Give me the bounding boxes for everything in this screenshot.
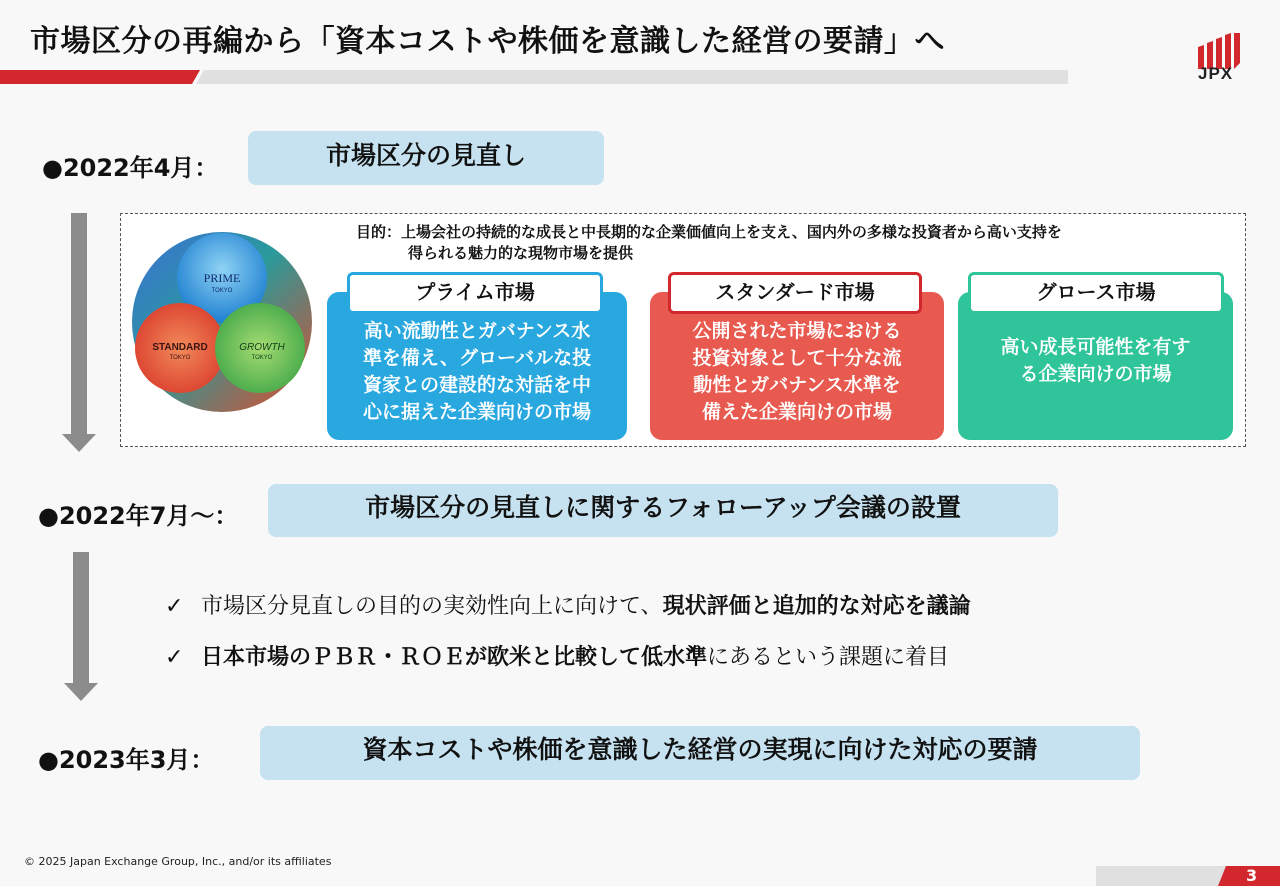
growth-sublabel: TOKYO	[251, 355, 273, 361]
purpose-line-2: 得られる魅力的な現物市場を提供	[408, 244, 634, 262]
copyright-text: © 2025 Japan Exchange Group, Inc., and/or its affiliates	[24, 855, 332, 868]
logo-text: JPX	[1198, 64, 1234, 83]
page-number-bar	[1096, 866, 1226, 886]
checkmark-icon: ✓	[165, 594, 184, 619]
prime-market-card	[327, 292, 627, 440]
timeline-arrow-1	[62, 213, 96, 453]
prime-sublabel: TOKYO	[211, 288, 233, 294]
timeline-arrow-2	[64, 552, 98, 704]
standard-desc-line-4: 備えた企業向けの市場	[701, 401, 892, 423]
market-circles-graphic	[128, 226, 316, 418]
title-underline	[196, 70, 1068, 84]
followup-point-2	[165, 640, 949, 671]
prime-desc-line-3: 資家との建設的な対話を中	[362, 374, 591, 396]
page-number: 3	[1246, 866, 1258, 885]
milestone-heading-2: 市場区分の見直しに関するフォローアップ会議の設置	[268, 484, 1058, 537]
prime-desc-line-4: 心に据えた企業向けの市場	[362, 401, 591, 423]
followup-point-1-bold: 現状評価と追加的な対応を議論	[662, 594, 971, 619]
growth-market-card	[958, 292, 1233, 440]
prime-label: PRIME	[203, 271, 241, 285]
purpose-text	[356, 222, 1062, 264]
prime-market-label: プライム市場	[347, 272, 603, 314]
checkmark-icon: ✓	[165, 645, 184, 670]
followup-point-1	[165, 589, 971, 620]
milestone-date-1: ●2022年4月：	[42, 154, 219, 182]
standard-market-label: スタンダード市場	[668, 272, 922, 314]
standard-desc-line-3: 動性とガバナンス水準を	[693, 374, 901, 396]
page-title: 市場区分の再編から「資本コストや株価を意識した経営の要請」へ	[30, 24, 945, 59]
milestone-date-3: ●2023年3月：	[38, 746, 215, 774]
milestone-heading-3: 資本コストや株価を意識した経営の実現に向けた対応の要請	[260, 726, 1140, 780]
milestone-heading-1: 市場区分の見直し	[248, 131, 604, 185]
standard-desc-line-1: 公開された市場における	[692, 320, 902, 342]
followup-point-2-text: にあるという課題に着目	[707, 645, 950, 670]
prime-desc-line-1: 高い流動性とガバナンス水	[363, 320, 591, 342]
followup-point-1-text: 市場区分見直しの目的の実効性向上に向けて、	[201, 594, 663, 619]
growth-desc-line-1: 高い成長可能性を有す	[1000, 336, 1191, 358]
milestone-date-2: ●2022年7月～：	[38, 502, 239, 530]
followup-point-2-bold: 日本市場のＰＢＲ・ＲＯＥが欧米と比較して低水準	[201, 645, 708, 670]
standard-label: STANDARD	[152, 342, 208, 353]
standard-market-card	[650, 292, 944, 440]
purpose-line-1: 目的：上場会社の持続的な成長と中長期的な企業価値向上を支え、国内外の多様な投資者から高い支持を	[356, 223, 1062, 241]
prime-desc-line-2: 準を備え、グローバルな投	[362, 347, 592, 369]
growth-label: GROWTH	[239, 342, 285, 353]
standard-sublabel: TOKYO	[169, 355, 191, 361]
standard-desc-line-2: 投資対象として十分な流	[692, 347, 902, 369]
growth-market-label: グロース市場	[968, 272, 1224, 314]
title-underline-accent	[0, 70, 200, 84]
growth-desc-line-2: る企業向けの市場	[1019, 363, 1172, 385]
